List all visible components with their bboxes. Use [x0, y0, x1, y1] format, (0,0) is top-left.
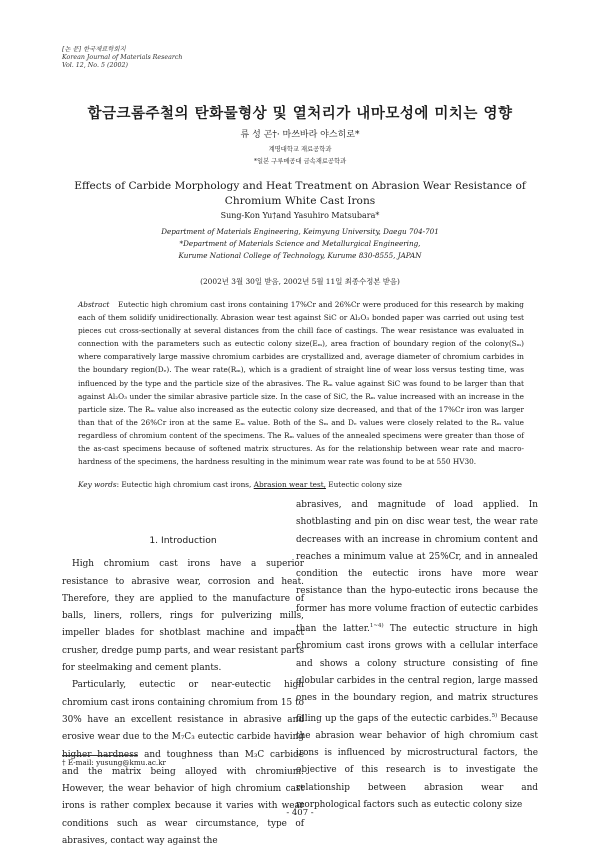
keywords-part-3: Eutectic colony size — [325, 480, 402, 489]
intro-text-r1: abrasives, and magnitude of load applied. In shotblasting and pin on disc wear test, the wear rate decreases with an increase in chromium content and reaches a minimum value at 25%Cr, and in annealed condition the eutectic irons have more wear resistance than the hypo-eutectic irons because the former has more volume fraction of eutectic carbides than the latter. — [296, 500, 538, 635]
english-authors: Sung-Kon Yu†and Yasuhiro Matsubara* — [220, 211, 380, 220]
citation-5: 5) — [491, 712, 498, 719]
korean-affiliation-1: 계명대학교 재료공학과 — [268, 146, 332, 153]
keywords-label: Key words — [78, 480, 117, 489]
journal-header — [62, 46, 182, 70]
korean-affiliation-2: *일본 구루메공대 금속재료공학과 — [253, 158, 347, 165]
introduction-heading: 1. Introduction — [149, 535, 217, 546]
footnote-divider — [62, 755, 138, 756]
abstract-label: Abstract — [78, 300, 110, 309]
intro-text-r2: The eutectic structure in high chromium cast irons grows with a cellular interface and shows a colony structure consisting of fine globular carbides in the central region, large massed ones in the boundary region, and matrix structures filling up the gaps of the eutectic carbides. — [296, 624, 538, 724]
english-title-line-2: Chromium White Cast Irons — [224, 195, 376, 207]
korean-title: 합금크롬주철의 탄화물형상 및 열처리가 내마모성에 미치는 영향 — [87, 105, 513, 122]
intro-paragraph-1: High chromium cast irons have a superior resistance to abrasive wear, corrosion and heat. Therefore, they are applied to the manufacture of balls, liners, rollers, rings for pulverizing mills, impeller blades for shotblast machine and impact crusher, dredge pump parts, and wear resistant parts for steelmaking and cement plants. — [62, 559, 304, 674]
intro-paragraph-3 — [296, 497, 538, 814]
journal-line-3: Vol. 12, No. 5 (2002) — [62, 62, 128, 69]
korean-authors: 류 성 곤†· 마쓰바라 야스히로* — [240, 130, 360, 140]
right-column — [296, 497, 538, 814]
abstract — [78, 298, 524, 468]
keywords-part-2: Abrasion wear test, — [253, 480, 326, 489]
journal-line-1: [논 문] 한국재료학회지 — [62, 46, 126, 53]
page-number: - 407 - — [286, 808, 314, 818]
english-affiliation-1: Department of Materials Engineering, Keimyung University, Daegu 704-701 — [161, 227, 439, 236]
citation-1-4: 1~4) — [369, 623, 384, 630]
footnote-email: † E-mail: yusung@kmu.ac.kr — [62, 758, 166, 767]
english-affiliation-3: Kurume National College of Technology, Kurume 830-8555, JAPAN — [178, 251, 422, 260]
keywords-part-1: : Eutectic high chromium cast irons, — [116, 480, 254, 489]
korean-affiliations — [0, 144, 600, 168]
intro-text-r3: Because the abrasion wear behavior of high chromium cast irons is influenced by microstructural factors, the objective of this research is to investigate the relationship between abrasion wear and morphological factors such as eutectic colony size — [296, 713, 538, 810]
abstract-text: Eutectic high chromium cast irons containing 17%Cr and 26%Cr were produced for this research by making each of them solidify unidirectionally. Abrasion wear test against SiC or Al₂O₃ bonded paper was carried out using test pieces cut cross-sectionally at several distances from the chill face of castings. The wear resistance was evaluated in connection with the parameters such as eutectic colony size(Eₘ), area fraction of boundary region of the colony(Sₘ) where comparatively large massive chromium carbides are crystallized and, average diameter of chromium carbides in the boundary region(Dₑ). The wear rate(Rₘ), which is a gradient of straight line of wear loss versus testing time, was influenced by the type and the particle size of the abrasives. The Rₘ value against SiC was found to be larger than that against Al₂O₃ under the similar abrasive particle size. In the case of SiC, the Rₘ value increased with an increase in the particle size. The Rₘ value also increased as the eutectic colony size decreased, and that of the 17%Cr iron was larger than that of the 26%Cr iron at the same Eₘ value. Both of the Sₘ and Dₑ values were closely related to the Rₘ value regardless of chromium content of the specimens. The Rₘ values of the annealed specimens were greater than those of the as-cast specimens because of softened matrix structures. As for the relationship between wear rate and macro-hardness of the specimens, the hardness resulting in the minimum wear rate was found to be at 550 HV30. — [78, 300, 524, 467]
journal-line-2: Korean Journal of Materials Research — [62, 54, 183, 61]
intro-paragraph-2: Particularly, eutectic or near-eutectic high chromium cast irons containing chromium from 15 to 30% have an excellent resistance in abrasive and erosive wear due to the M₇C₃ eutectic carbide having higher hardness and toughness than M₃C carbide and the matrix being alloyed with chromium. However, the wear behavior of high chromium cast irons is rather complex because it varies with wear conditions such as wear circumstance, type of abrasives, contact way against the — [62, 680, 304, 847]
keywords — [78, 480, 524, 489]
received-dates: (2002년 3월 30일 받음, 2002년 5월 11일 최종수정본 받음) — [200, 277, 400, 286]
english-title — [0, 179, 600, 209]
left-column — [62, 532, 304, 850]
english-title-line-1: Effects of Carbide Morphology and Heat Treatment on Abrasion Wear Resistance of — [74, 180, 526, 192]
english-affiliations — [0, 226, 600, 262]
english-affiliation-2: *Department of Materials Science and Metallurgical Engineering, — [179, 239, 421, 248]
